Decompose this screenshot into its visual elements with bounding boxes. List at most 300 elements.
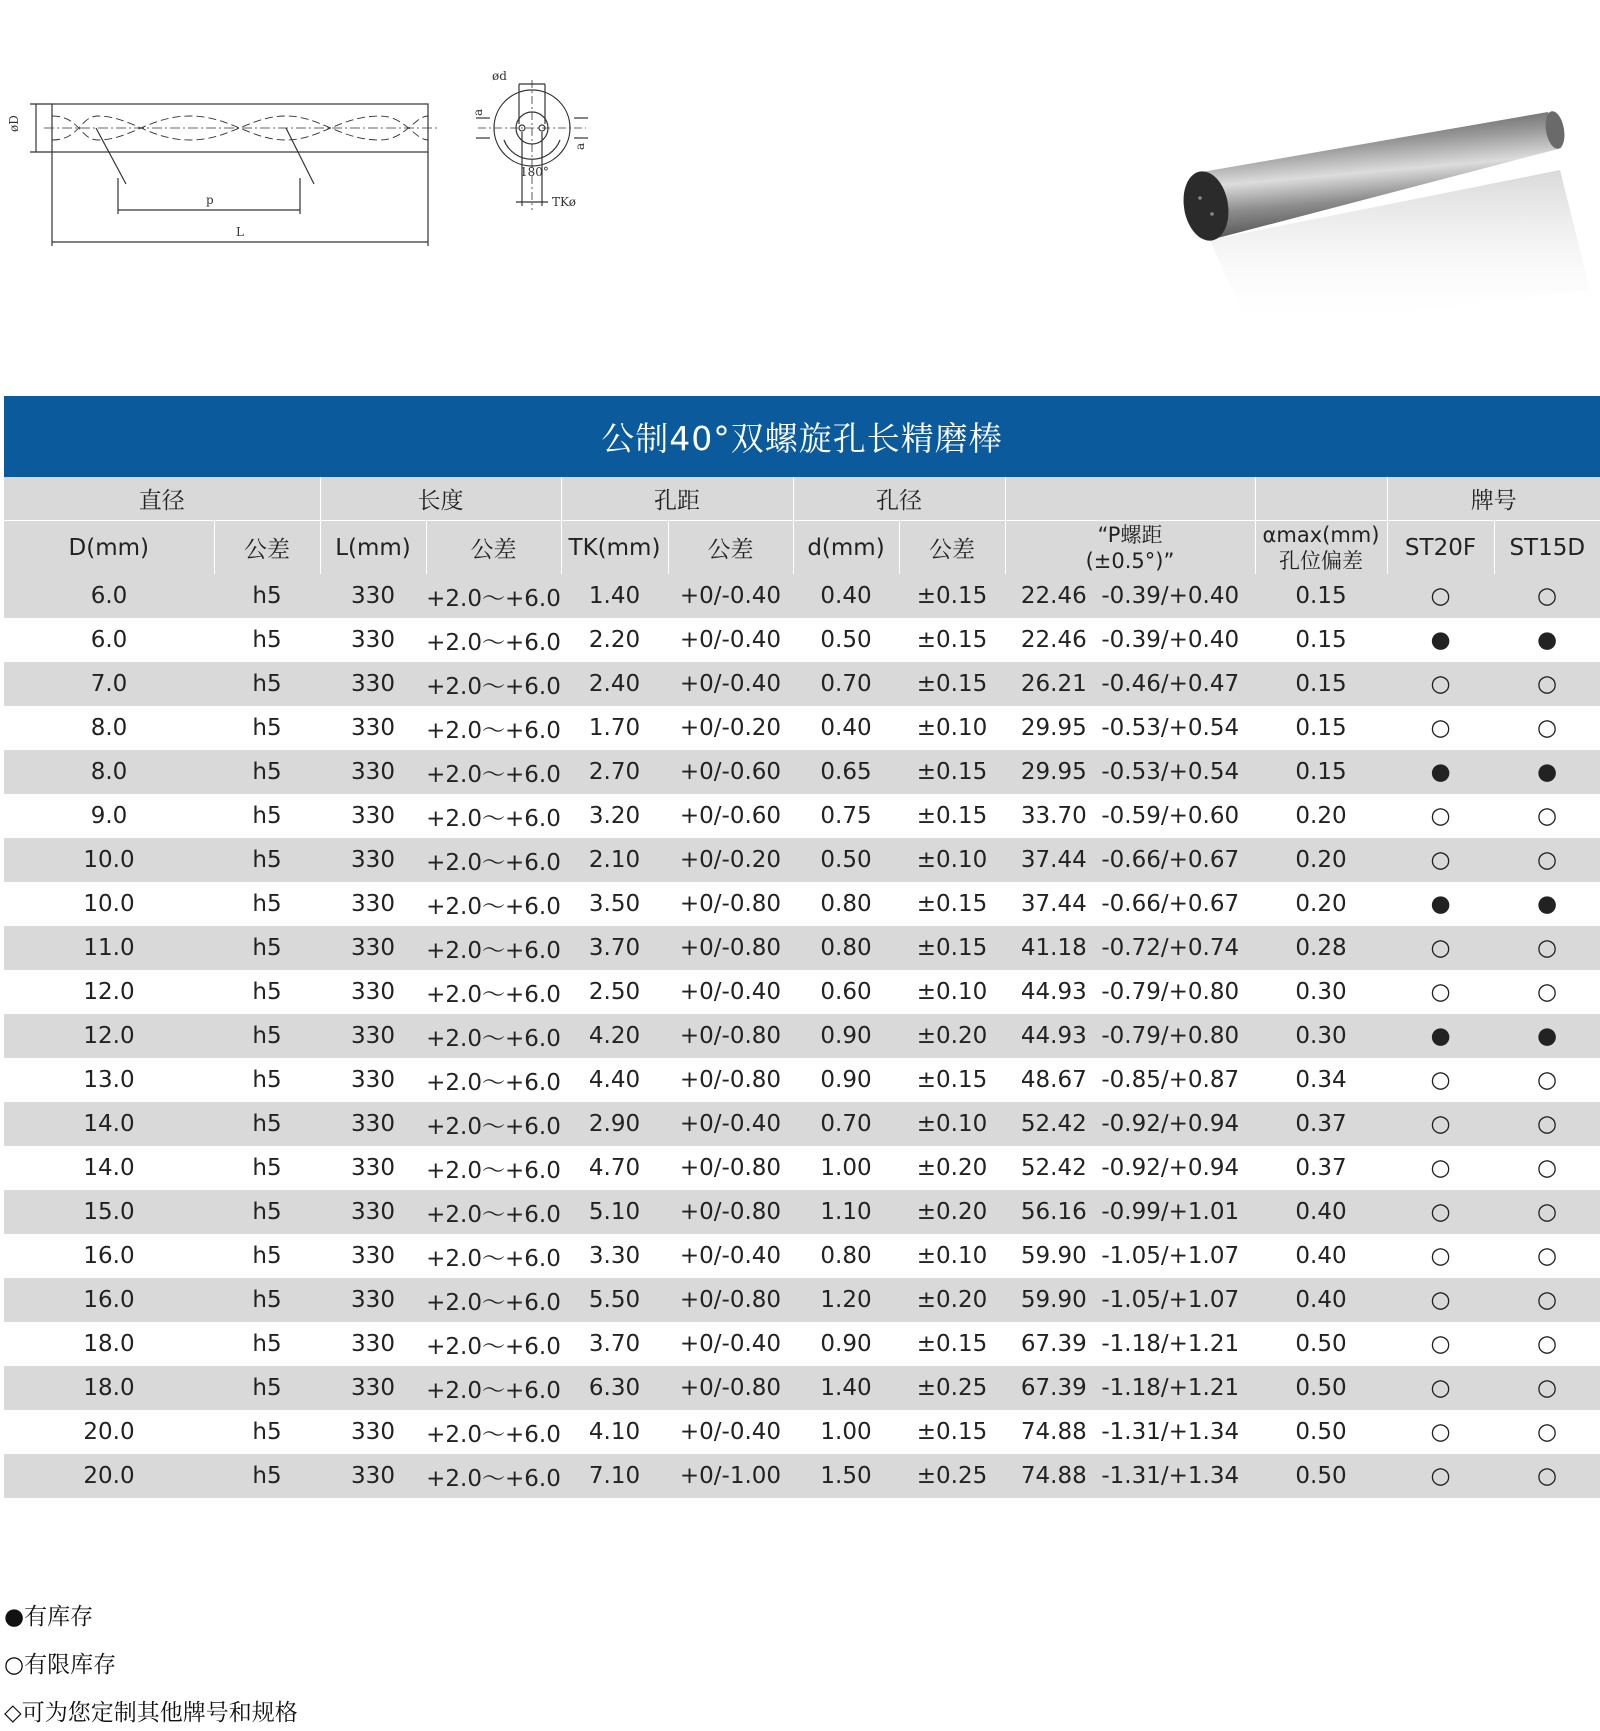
cell-amax: 0.50 bbox=[1255, 1454, 1387, 1498]
cell-d-tol: h5 bbox=[214, 618, 320, 662]
header-grade: 牌号 bbox=[1387, 477, 1600, 521]
cell-l-tol: +2.0～+6.0 bbox=[426, 926, 561, 970]
cell-l-mm: 330 bbox=[320, 794, 426, 838]
cell-st15d: ○ bbox=[1494, 706, 1600, 750]
cell-hole-mm: 0.90 bbox=[793, 1014, 899, 1058]
col-hole-tol: 公差 bbox=[899, 521, 1005, 575]
cell-hole-tol: ±0.15 bbox=[899, 1410, 1005, 1454]
cell-l-tol: +2.0～+6.0 bbox=[426, 750, 561, 794]
cell-hole-mm: 1.10 bbox=[793, 1190, 899, 1234]
cell-hole-tol: ±0.25 bbox=[899, 1366, 1005, 1410]
cell-tk-mm: 5.10 bbox=[561, 1190, 668, 1234]
cell-l-mm: 330 bbox=[320, 1014, 426, 1058]
cell-d-tol: h5 bbox=[214, 1146, 320, 1190]
cell-l-mm: 330 bbox=[320, 706, 426, 750]
cell-st20f: ○ bbox=[1387, 1102, 1494, 1146]
cell-hole-mm: 0.90 bbox=[793, 1322, 899, 1366]
cell-d-tol: h5 bbox=[214, 1234, 320, 1278]
label-hole-diameter: ød bbox=[492, 69, 507, 83]
table-row bbox=[4, 882, 1600, 926]
table-row bbox=[4, 662, 1600, 706]
col-amax bbox=[1255, 521, 1387, 575]
cell-amax: 0.50 bbox=[1255, 1410, 1387, 1454]
cell-l-tol: +2.0～+6.0 bbox=[426, 970, 561, 1014]
cell-l-tol: +2.0～+6.0 bbox=[426, 1366, 561, 1410]
cell-hole-tol: ±0.20 bbox=[899, 1190, 1005, 1234]
cell-tk-tol: +0/-0.80 bbox=[668, 1146, 793, 1190]
cell-tk-tol: +0/-0.40 bbox=[668, 1322, 793, 1366]
table-row bbox=[4, 1278, 1600, 1322]
cell-st20f: ○ bbox=[1387, 838, 1494, 882]
table-row bbox=[4, 1366, 1600, 1410]
col-pitch-line2: (±0.5°)” bbox=[1085, 548, 1175, 573]
cell-st15d: ○ bbox=[1494, 970, 1600, 1014]
cell-hole-tol: ±0.15 bbox=[899, 794, 1005, 838]
cell-st15d: ○ bbox=[1494, 1410, 1600, 1454]
cell-tk-tol: +0/-1.00 bbox=[668, 1454, 793, 1498]
col-hole-mm: d(mm) bbox=[793, 521, 899, 575]
table-row bbox=[4, 574, 1600, 618]
cell-pitch: 26.21 -0.46/+0.47 bbox=[1005, 662, 1255, 706]
cell-tk-mm: 4.20 bbox=[561, 1014, 668, 1058]
cell-tk-mm: 1.70 bbox=[561, 706, 668, 750]
cell-d-mm: 12.0 bbox=[4, 970, 214, 1014]
cell-tk-mm: 2.20 bbox=[561, 618, 668, 662]
cell-l-mm: 330 bbox=[320, 1278, 426, 1322]
cell-pitch: 44.93 -0.79/+0.80 bbox=[1005, 970, 1255, 1014]
cell-l-tol: +2.0～+6.0 bbox=[426, 1234, 561, 1278]
cell-tk-mm: 3.30 bbox=[561, 1234, 668, 1278]
cell-tk-mm: 2.90 bbox=[561, 1102, 668, 1146]
cell-st20f: ● bbox=[1387, 750, 1494, 794]
cell-tk-tol: +0/-0.60 bbox=[668, 794, 793, 838]
col-d-tol: 公差 bbox=[214, 521, 320, 575]
cell-l-mm: 330 bbox=[320, 1234, 426, 1278]
technical-drawing bbox=[0, 0, 620, 260]
cell-st20f: ● bbox=[1387, 882, 1494, 926]
table-body bbox=[4, 574, 1600, 1498]
cell-st15d: ○ bbox=[1494, 662, 1600, 706]
cell-pitch: 29.95 -0.53/+0.54 bbox=[1005, 706, 1255, 750]
cell-st20f: ○ bbox=[1387, 1322, 1494, 1366]
label-pitch: p bbox=[206, 193, 214, 207]
col-st15d: ST15D bbox=[1494, 521, 1600, 575]
cell-l-mm: 330 bbox=[320, 838, 426, 882]
cell-hole-mm: 0.40 bbox=[793, 706, 899, 750]
cell-st20f: ○ bbox=[1387, 1410, 1494, 1454]
table-row bbox=[4, 618, 1600, 662]
cell-tk-tol: +0/-0.40 bbox=[668, 618, 793, 662]
cell-amax: 0.30 bbox=[1255, 970, 1387, 1014]
cell-d-tol: h5 bbox=[214, 1102, 320, 1146]
cell-pitch: 67.39 -1.18/+1.21 bbox=[1005, 1366, 1255, 1410]
cell-st20f: ○ bbox=[1387, 706, 1494, 750]
col-tk-tol: 公差 bbox=[668, 521, 793, 575]
cell-l-tol: +2.0～+6.0 bbox=[426, 618, 561, 662]
cell-tk-mm: 3.70 bbox=[561, 926, 668, 970]
cell-tk-tol: +0/-0.40 bbox=[668, 970, 793, 1014]
cell-d-mm: 14.0 bbox=[4, 1102, 214, 1146]
col-tk-mm: TK(mm) bbox=[561, 521, 668, 575]
cell-st15d: ○ bbox=[1494, 1366, 1600, 1410]
col-pitch-line1: “P螺距 bbox=[1097, 522, 1163, 547]
cell-st20f: ● bbox=[1387, 1014, 1494, 1058]
cell-l-tol: +2.0～+6.0 bbox=[426, 1322, 561, 1366]
col-amax-line1: αmax(mm) bbox=[1262, 522, 1380, 547]
col-l-mm: L(mm) bbox=[320, 521, 426, 575]
cell-d-tol: h5 bbox=[214, 926, 320, 970]
cell-l-mm: 330 bbox=[320, 1322, 426, 1366]
cell-tk-mm: 4.70 bbox=[561, 1146, 668, 1190]
header-hole: 孔径 bbox=[793, 477, 1005, 521]
cell-tk-tol: +0/-0.80 bbox=[668, 1014, 793, 1058]
cell-l-mm: 330 bbox=[320, 1454, 426, 1498]
cell-amax: 0.20 bbox=[1255, 794, 1387, 838]
cell-hole-tol: ±0.15 bbox=[899, 1322, 1005, 1366]
cell-l-mm: 330 bbox=[320, 662, 426, 706]
cell-hole-tol: ±0.15 bbox=[899, 662, 1005, 706]
cell-pitch: 67.39 -1.18/+1.21 bbox=[1005, 1322, 1255, 1366]
cell-pitch: 22.46 -0.39/+0.40 bbox=[1005, 618, 1255, 662]
cell-d-tol: h5 bbox=[214, 662, 320, 706]
cell-hole-tol: ±0.10 bbox=[899, 1102, 1005, 1146]
cell-l-mm: 330 bbox=[320, 970, 426, 1014]
cell-l-mm: 330 bbox=[320, 1190, 426, 1234]
cell-d-mm: 10.0 bbox=[4, 838, 214, 882]
table-row bbox=[4, 838, 1600, 882]
cell-l-tol: +2.0～+6.0 bbox=[426, 1410, 561, 1454]
cell-pitch: 52.42 -0.92/+0.94 bbox=[1005, 1102, 1255, 1146]
cell-tk-tol: +0/-0.80 bbox=[668, 1190, 793, 1234]
cell-hole-mm: 1.40 bbox=[793, 1366, 899, 1410]
cell-hole-mm: 0.65 bbox=[793, 750, 899, 794]
cell-amax: 0.15 bbox=[1255, 662, 1387, 706]
cell-l-tol: +2.0～+6.0 bbox=[426, 1102, 561, 1146]
cell-st20f: ○ bbox=[1387, 574, 1494, 618]
table-row bbox=[4, 1322, 1600, 1366]
table-row bbox=[4, 926, 1600, 970]
cell-l-tol: +2.0～+6.0 bbox=[426, 706, 561, 750]
col-l-tol: 公差 bbox=[426, 521, 561, 575]
cell-l-mm: 330 bbox=[320, 1102, 426, 1146]
cell-l-tol: +2.0～+6.0 bbox=[426, 1190, 561, 1234]
cell-l-tol: +2.0～+6.0 bbox=[426, 1454, 561, 1498]
cell-tk-mm: 6.30 bbox=[561, 1366, 668, 1410]
cell-st20f: ○ bbox=[1387, 926, 1494, 970]
cell-tk-tol: +0/-0.80 bbox=[668, 926, 793, 970]
cell-hole-mm: 0.50 bbox=[793, 618, 899, 662]
cell-l-mm: 330 bbox=[320, 1366, 426, 1410]
cell-st20f: ○ bbox=[1387, 1234, 1494, 1278]
cell-st20f: ○ bbox=[1387, 1190, 1494, 1234]
cell-tk-mm: 3.50 bbox=[561, 882, 668, 926]
cell-st20f: ○ bbox=[1387, 1454, 1494, 1498]
cell-st15d: ○ bbox=[1494, 1454, 1600, 1498]
cell-d-mm: 20.0 bbox=[4, 1454, 214, 1498]
cell-pitch: 44.93 -0.79/+0.80 bbox=[1005, 1014, 1255, 1058]
table-row bbox=[4, 1190, 1600, 1234]
header-tk: 孔距 bbox=[561, 477, 793, 521]
cell-d-tol: h5 bbox=[214, 1014, 320, 1058]
cell-hole-mm: 0.70 bbox=[793, 662, 899, 706]
cell-hole-tol: ±0.15 bbox=[899, 926, 1005, 970]
label-offset-a2: a bbox=[573, 142, 587, 150]
cell-d-mm: 8.0 bbox=[4, 706, 214, 750]
cell-hole-mm: 1.50 bbox=[793, 1454, 899, 1498]
cell-hole-tol: ±0.15 bbox=[899, 618, 1005, 662]
cell-tk-tol: +0/-0.80 bbox=[668, 1366, 793, 1410]
cell-tk-mm: 7.10 bbox=[561, 1454, 668, 1498]
cell-l-tol: +2.0～+6.0 bbox=[426, 882, 561, 926]
table-row bbox=[4, 794, 1600, 838]
cell-amax: 0.37 bbox=[1255, 1146, 1387, 1190]
col-st20f: ST20F bbox=[1387, 521, 1494, 575]
cell-d-mm: 16.0 bbox=[4, 1234, 214, 1278]
header-blank-pitch bbox=[1005, 477, 1255, 521]
cell-d-tol: h5 bbox=[214, 794, 320, 838]
label-angle: 180° bbox=[520, 165, 549, 179]
cell-pitch: 37.44 -0.66/+0.67 bbox=[1005, 882, 1255, 926]
cell-st15d: ○ bbox=[1494, 1146, 1600, 1190]
cell-amax: 0.15 bbox=[1255, 618, 1387, 662]
cell-amax: 0.15 bbox=[1255, 706, 1387, 750]
cell-tk-tol: +0/-0.40 bbox=[668, 1410, 793, 1454]
cell-amax: 0.50 bbox=[1255, 1322, 1387, 1366]
table-title: 公制40°双螺旋孔长精磨棒 bbox=[4, 396, 1600, 477]
cell-tk-mm: 3.70 bbox=[561, 1322, 668, 1366]
cell-hole-mm: 1.20 bbox=[793, 1278, 899, 1322]
cell-hole-mm: 0.50 bbox=[793, 838, 899, 882]
cell-st15d: ● bbox=[1494, 882, 1600, 926]
cell-amax: 0.40 bbox=[1255, 1278, 1387, 1322]
cell-amax: 0.34 bbox=[1255, 1058, 1387, 1102]
cell-st20f: ○ bbox=[1387, 794, 1494, 838]
cell-st20f: ○ bbox=[1387, 1058, 1494, 1102]
cell-tk-mm: 4.10 bbox=[561, 1410, 668, 1454]
cell-hole-tol: ±0.15 bbox=[899, 1058, 1005, 1102]
cell-d-mm: 6.0 bbox=[4, 574, 214, 618]
cell-l-tol: +2.0～+6.0 bbox=[426, 1278, 561, 1322]
cell-st15d: ○ bbox=[1494, 1058, 1600, 1102]
cell-hole-mm: 0.70 bbox=[793, 1102, 899, 1146]
cell-hole-mm: 0.60 bbox=[793, 970, 899, 1014]
cell-amax: 0.20 bbox=[1255, 882, 1387, 926]
cell-st15d: ● bbox=[1494, 1014, 1600, 1058]
cell-l-mm: 330 bbox=[320, 882, 426, 926]
cell-hole-mm: 1.00 bbox=[793, 1146, 899, 1190]
cell-tk-mm: 1.40 bbox=[561, 574, 668, 618]
cell-pitch: 56.16 -0.99/+1.01 bbox=[1005, 1190, 1255, 1234]
cell-tk-tol: +0/-0.20 bbox=[668, 706, 793, 750]
cell-hole-tol: ±0.15 bbox=[899, 882, 1005, 926]
cell-st15d: ○ bbox=[1494, 1278, 1600, 1322]
cell-d-tol: h5 bbox=[214, 1454, 320, 1498]
cell-st15d: ● bbox=[1494, 618, 1600, 662]
cell-pitch: 74.88 -1.31/+1.34 bbox=[1005, 1454, 1255, 1498]
cell-tk-tol: +0/-0.40 bbox=[668, 1102, 793, 1146]
cell-tk-tol: +0/-0.40 bbox=[668, 574, 793, 618]
table-row bbox=[4, 706, 1600, 750]
cell-st20f: ○ bbox=[1387, 1366, 1494, 1410]
cell-d-tol: h5 bbox=[214, 970, 320, 1014]
cell-st15d: ● bbox=[1494, 750, 1600, 794]
cell-d-mm: 12.0 bbox=[4, 1014, 214, 1058]
cell-amax: 0.15 bbox=[1255, 750, 1387, 794]
cell-d-mm: 6.0 bbox=[4, 618, 214, 662]
table-row bbox=[4, 750, 1600, 794]
cell-l-mm: 330 bbox=[320, 1410, 426, 1454]
cell-hole-tol: ±0.20 bbox=[899, 1146, 1005, 1190]
legend-limited-stock: ○有限库存 bbox=[4, 1652, 117, 1678]
cell-st15d: ○ bbox=[1494, 926, 1600, 970]
cell-tk-tol: +0/-0.80 bbox=[668, 1058, 793, 1102]
cell-st15d: ○ bbox=[1494, 1102, 1600, 1146]
cell-tk-tol: +0/-0.80 bbox=[668, 882, 793, 926]
cell-st15d: ○ bbox=[1494, 838, 1600, 882]
cell-pitch: 59.90 -1.05/+1.07 bbox=[1005, 1278, 1255, 1322]
table-row bbox=[4, 1410, 1600, 1454]
label-length: L bbox=[236, 225, 244, 239]
cell-hole-tol: ±0.20 bbox=[899, 1278, 1005, 1322]
cell-st15d: ○ bbox=[1494, 574, 1600, 618]
cell-amax: 0.30 bbox=[1255, 1014, 1387, 1058]
cell-l-mm: 330 bbox=[320, 926, 426, 970]
cell-tk-tol: +0/-0.40 bbox=[668, 662, 793, 706]
cell-amax: 0.15 bbox=[1255, 574, 1387, 618]
table-row bbox=[4, 1146, 1600, 1190]
cell-tk-mm: 3.20 bbox=[561, 794, 668, 838]
cell-hole-tol: ±0.20 bbox=[899, 1014, 1005, 1058]
spec-table bbox=[4, 396, 1600, 1498]
cell-pitch: 48.67 -0.85/+0.87 bbox=[1005, 1058, 1255, 1102]
cell-l-mm: 330 bbox=[320, 750, 426, 794]
label-offset-a1: a bbox=[471, 108, 485, 116]
cell-hole-tol: ±0.10 bbox=[899, 1234, 1005, 1278]
cell-d-tol: h5 bbox=[214, 574, 320, 618]
cell-st20f: ○ bbox=[1387, 970, 1494, 1014]
cell-l-tol: +2.0～+6.0 bbox=[426, 838, 561, 882]
cell-pitch: 37.44 -0.66/+0.67 bbox=[1005, 838, 1255, 882]
cell-st15d: ○ bbox=[1494, 1322, 1600, 1366]
cell-pitch: 74.88 -1.31/+1.34 bbox=[1005, 1410, 1255, 1454]
label-tk: TKø bbox=[552, 195, 576, 209]
cell-amax: 0.40 bbox=[1255, 1190, 1387, 1234]
cell-l-mm: 330 bbox=[320, 1146, 426, 1190]
table-row bbox=[4, 1014, 1600, 1058]
cell-pitch: 33.70 -0.59/+0.60 bbox=[1005, 794, 1255, 838]
cell-amax: 0.37 bbox=[1255, 1102, 1387, 1146]
cell-hole-tol: ±0.10 bbox=[899, 706, 1005, 750]
col-d-mm: D(mm) bbox=[4, 521, 214, 575]
cell-d-mm: 11.0 bbox=[4, 926, 214, 970]
cell-pitch: 52.42 -0.92/+0.94 bbox=[1005, 1146, 1255, 1190]
cell-d-tol: h5 bbox=[214, 706, 320, 750]
cell-d-mm: 14.0 bbox=[4, 1146, 214, 1190]
cell-d-tol: h5 bbox=[214, 1058, 320, 1102]
table-row bbox=[4, 1454, 1600, 1498]
cell-d-mm: 7.0 bbox=[4, 662, 214, 706]
cell-d-tol: h5 bbox=[214, 1278, 320, 1322]
cell-d-mm: 10.0 bbox=[4, 882, 214, 926]
cell-d-tol: h5 bbox=[214, 1366, 320, 1410]
cell-hole-mm: 0.80 bbox=[793, 882, 899, 926]
cell-d-mm: 18.0 bbox=[4, 1322, 214, 1366]
cell-amax: 0.40 bbox=[1255, 1234, 1387, 1278]
cell-l-tol: +2.0～+6.0 bbox=[426, 1058, 561, 1102]
cell-tk-tol: +0/-0.40 bbox=[668, 1234, 793, 1278]
cell-tk-mm: 2.70 bbox=[561, 750, 668, 794]
cell-l-tol: +2.0～+6.0 bbox=[426, 662, 561, 706]
cell-hole-mm: 0.80 bbox=[793, 926, 899, 970]
cell-tk-mm: 4.40 bbox=[561, 1058, 668, 1102]
cell-amax: 0.28 bbox=[1255, 926, 1387, 970]
header-blank-amax bbox=[1255, 477, 1387, 521]
cell-hole-mm: 0.80 bbox=[793, 1234, 899, 1278]
table-row bbox=[4, 1234, 1600, 1278]
cell-d-tol: h5 bbox=[214, 1322, 320, 1366]
cell-amax: 0.50 bbox=[1255, 1366, 1387, 1410]
cell-l-mm: 330 bbox=[320, 1058, 426, 1102]
col-pitch bbox=[1005, 521, 1255, 575]
legend-custom: ◇可为您定制其他牌号和规格 bbox=[4, 1700, 298, 1726]
cell-pitch: 22.46 -0.39/+0.40 bbox=[1005, 574, 1255, 618]
cell-d-tol: h5 bbox=[214, 750, 320, 794]
cell-hole-mm: 1.00 bbox=[793, 1410, 899, 1454]
cell-st20f: ○ bbox=[1387, 1146, 1494, 1190]
cell-hole-tol: ±0.10 bbox=[899, 970, 1005, 1014]
cell-d-mm: 16.0 bbox=[4, 1278, 214, 1322]
cell-st15d: ○ bbox=[1494, 1234, 1600, 1278]
cell-hole-tol: ±0.10 bbox=[899, 838, 1005, 882]
cell-st20f: ○ bbox=[1387, 1278, 1494, 1322]
table-row bbox=[4, 970, 1600, 1014]
cell-l-mm: 330 bbox=[320, 574, 426, 618]
cell-st20f: ● bbox=[1387, 618, 1494, 662]
cell-l-tol: +2.0～+6.0 bbox=[426, 794, 561, 838]
cell-tk-tol: +0/-0.20 bbox=[668, 838, 793, 882]
cell-d-mm: 8.0 bbox=[4, 750, 214, 794]
header-diameter: 直径 bbox=[4, 477, 320, 521]
cell-d-tol: h5 bbox=[214, 882, 320, 926]
product-image bbox=[1150, 90, 1600, 330]
table-row bbox=[4, 1102, 1600, 1146]
cell-l-mm: 330 bbox=[320, 618, 426, 662]
cell-d-mm: 15.0 bbox=[4, 1190, 214, 1234]
col-amax-line2: 孔位偏差 bbox=[1279, 548, 1363, 573]
cell-pitch: 59.90 -1.05/+1.07 bbox=[1005, 1234, 1255, 1278]
cell-hole-tol: ±0.15 bbox=[899, 750, 1005, 794]
cell-pitch: 41.18 -0.72/+0.74 bbox=[1005, 926, 1255, 970]
cell-l-tol: +2.0～+6.0 bbox=[426, 1146, 561, 1190]
cell-hole-tol: ±0.15 bbox=[899, 574, 1005, 618]
cell-pitch: 29.95 -0.53/+0.54 bbox=[1005, 750, 1255, 794]
cell-tk-mm: 2.50 bbox=[561, 970, 668, 1014]
cell-hole-tol: ±0.25 bbox=[899, 1454, 1005, 1498]
header-length: 长度 bbox=[320, 477, 561, 521]
cell-l-tol: +2.0～+6.0 bbox=[426, 1014, 561, 1058]
cell-tk-mm: 2.10 bbox=[561, 838, 668, 882]
cell-hole-mm: 0.90 bbox=[793, 1058, 899, 1102]
cell-l-tol: +2.0～+6.0 bbox=[426, 574, 561, 618]
table-row bbox=[4, 1058, 1600, 1102]
cell-d-mm: 20.0 bbox=[4, 1410, 214, 1454]
cell-d-tol: h5 bbox=[214, 1190, 320, 1234]
cell-d-mm: 9.0 bbox=[4, 794, 214, 838]
cell-d-tol: h5 bbox=[214, 838, 320, 882]
cell-tk-mm: 5.50 bbox=[561, 1278, 668, 1322]
cell-tk-mm: 2.40 bbox=[561, 662, 668, 706]
cell-tk-tol: +0/-0.60 bbox=[668, 750, 793, 794]
